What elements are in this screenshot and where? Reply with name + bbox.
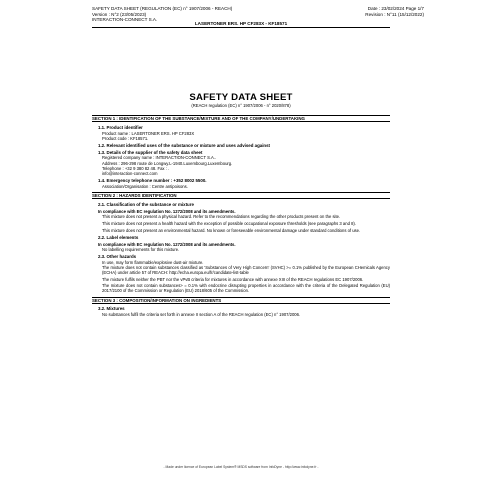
header-regulation: SAFETY DATA SHEET (REGULATION (EC) n° 1907/2006 - REACH) — [92, 6, 233, 11]
labelling-note: No labelling requirements for this mixture. — [102, 247, 180, 253]
physical-hazard-paragraph: This mixture does not present a physical hazard. Refer to the recommendations regarding the other products present on the site. — [102, 214, 341, 220]
section-3-heading: SECTION 3 : COMPOSITION/INFORMATION ON INGREDIENTS — [92, 297, 390, 304]
header-company: INTERACTION-CONNECT S.A. — [92, 17, 158, 23]
product-code: Product code : KF18571. — [102, 135, 149, 141]
environmental-hazard-paragraph: This mixture does not present an environmental hazard. No known or foreseeable environmental damage under standard conditions of use. — [102, 227, 361, 233]
document-title: SAFETY DATA SHEET — [189, 92, 293, 103]
supplier-company: Registered company name : INTERACTION-CONNECT S.A.. — [102, 155, 217, 161]
product-name: Product name : LASERTONER ERS. HP CF283X — [102, 130, 195, 136]
supplier-address: Address : 296-298 route de Longwy.L-1940.Luxembourg.Luxembourg. — [102, 160, 233, 166]
subsection-1-2-heading: 1.2. Relevant identified uses of the substance or mixture and uses advised against — [98, 142, 271, 148]
endocrine-paragraph: The mixture does not contain substances> = 0.1% with endocrine disrupting properties in accordance with the criteria of the Delegated Regulation (EU) 2017/2100 of the Commission or Regulation (EU) 2018/605 of the Commission. — [102, 283, 390, 294]
subsection-1-1-heading: 1.1. Product identifier — [98, 124, 143, 130]
subsection-2-3-heading: 2.3. Other hazards — [98, 254, 137, 259]
pbt-paragraph: The mixture fulfils neither the PBT nor the vPvB criteria for mixtures in accordance with annexe XIII of the REACH regulations EC 1907/2006. — [102, 276, 364, 282]
section-1-heading: SECTION 1 : IDENTIFICATION OF THE SUBSTANCE/MIXTURE AND OF THE COMPANY/UNDERTAKING — [92, 115, 390, 122]
mixtures-note: No substances fulfil the criteria set forth in annexe II section A of the REACH regulation (EC) n° 1907/2006. — [102, 312, 301, 318]
header-version: Version : N°2 (23/05/2023) — [92, 11, 147, 17]
header-right — [304, 6, 424, 17]
document-body — [92, 92, 390, 317]
header-divider — [92, 27, 390, 28]
supplier-email: info@interaction-connect.com — [102, 171, 158, 177]
page-footer: - Made under licence of European Label System® MSDS software from InfoDyne - http://www.infodyne.fr - — [163, 465, 319, 469]
subsection-2-2-heading: 2.2. Label elements — [98, 234, 139, 240]
document-subtitle: (REACH regulation (EC) n° 1907/2006 - n° 2020/878) — [191, 103, 291, 108]
header-product: LASERTONER ERS. HP CF283X - KF18571 — [194, 21, 288, 26]
subsection-3-2-heading: 3.2. Mixtures — [98, 306, 125, 312]
compliance-note-1: In compliance with EC regulation No. 1272/2008 and its amendments. — [98, 208, 236, 214]
emergency-organisation: Association/Organisation : Centre antipoisons. — [102, 183, 188, 189]
supplier-telephone: Telephone : +32 9 380 82 48. Fax : . — [102, 165, 170, 171]
section-2-heading: SECTION 2 : HAZARDS IDENTIFICATION — [92, 192, 390, 199]
subsection-2-1-heading: 2.1. Classification of the substance or mixture — [98, 201, 194, 207]
compliance-note-2: In compliance with EC regulation No. 1272/2008 and its amendments. — [98, 241, 236, 247]
subsection-1-4-heading: 1.4. Emergency telephone number : +352 8002 5500. — [98, 177, 207, 183]
header-date-page: Date : 23/02/2024 Page 1/7 — [367, 6, 424, 11]
dust-air-note: In use, may form flammable/explosive dust-air mixture. — [102, 259, 204, 265]
header-revision: Revision : N°11 (15/12/2022) — [365, 11, 424, 17]
subsection-1-3-heading: 1.3. Details of the supplier of the safety data sheet — [98, 149, 203, 155]
svhc-paragraph: The mixture does not contain substances classified as 'Substances of Very High Concern' (SVHC) >= 0.1% published by the European CHemicals Agency (ECHA) under article 57 of REACH: http://echa.europa.eu/fr/candidate-list-table — [102, 264, 390, 275]
health-hazard-paragraph: This mixture does not present a health hazard with the exception of possible occupational exposure thresholds (see paragraphs 3 and 8). — [102, 221, 356, 227]
